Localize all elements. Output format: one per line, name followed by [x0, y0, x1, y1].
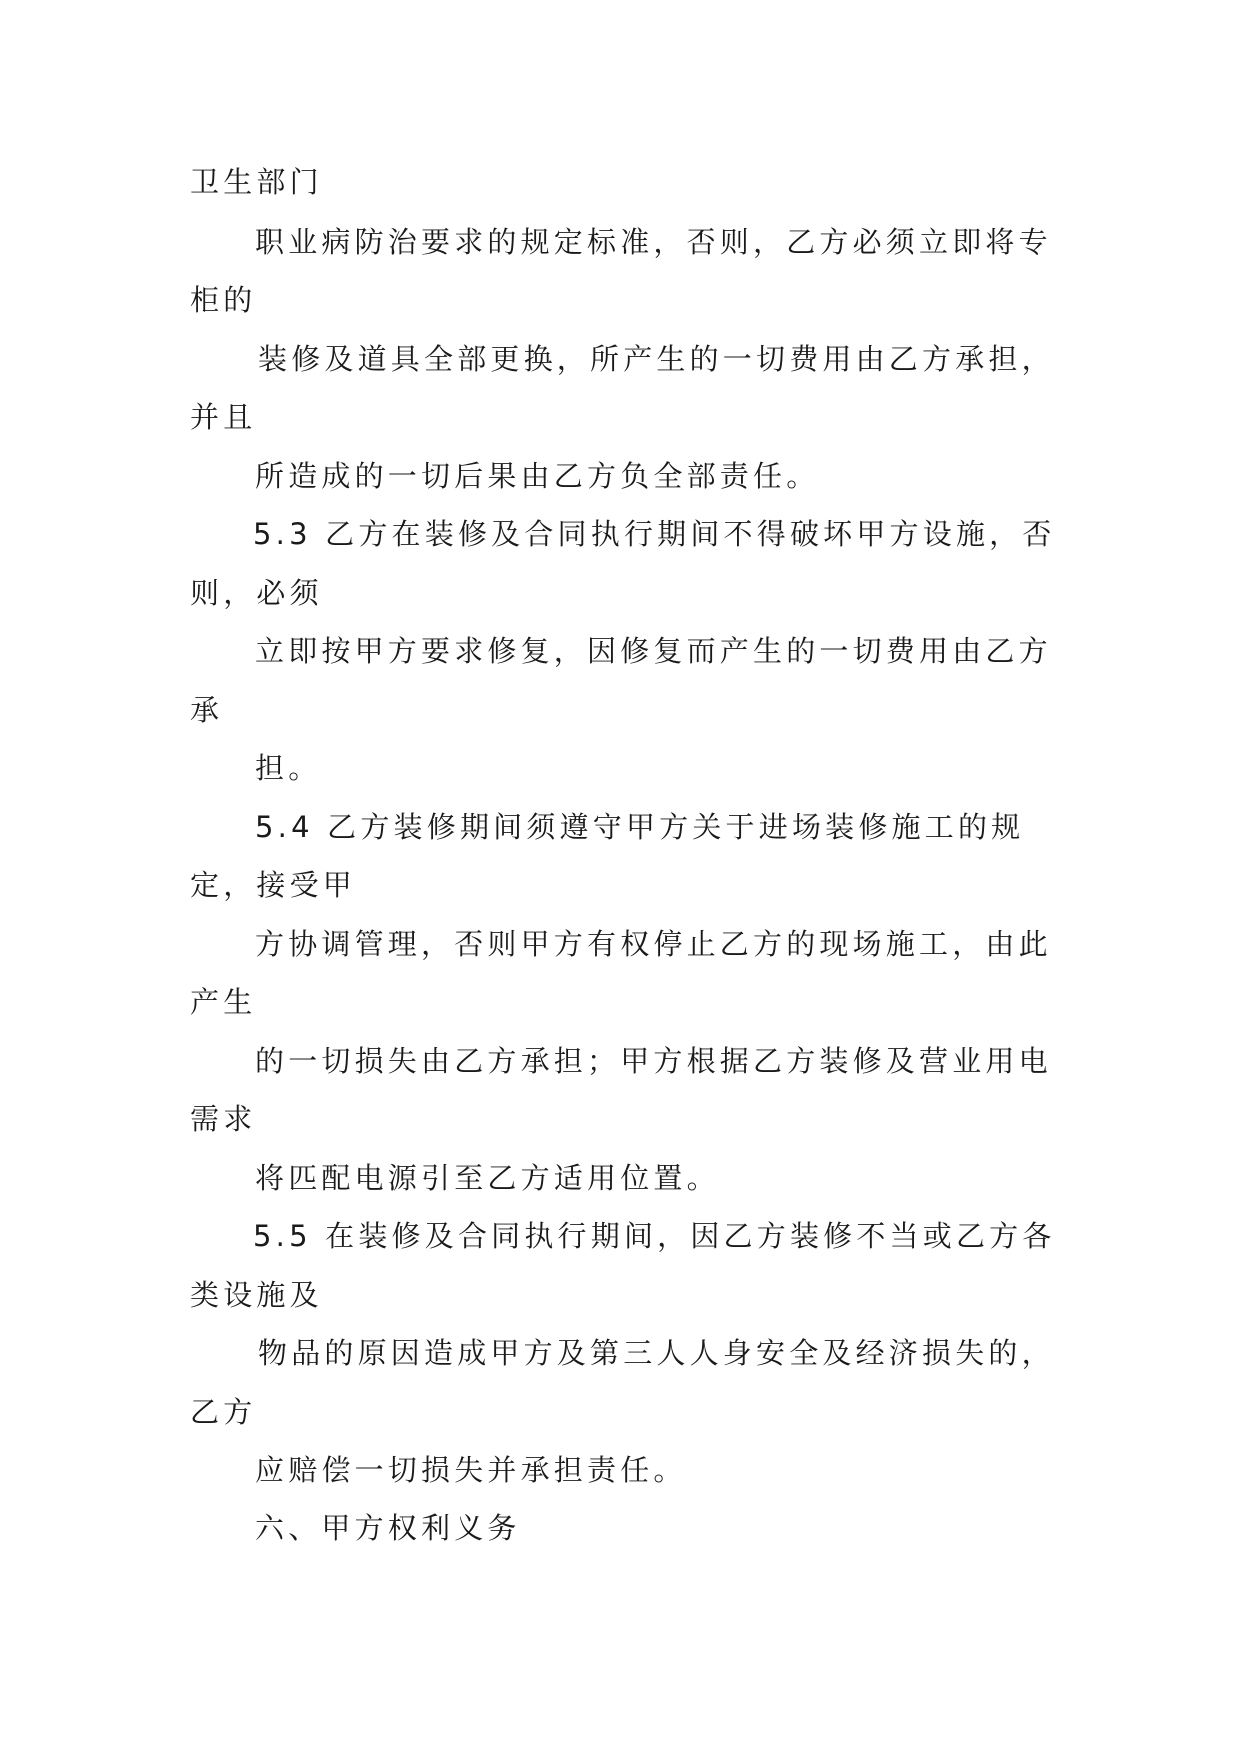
- text-line: 5.3 乙方在装修及合同执行期间不得破坏甲方设施，否: [253, 517, 1056, 551]
- text-line: 承: [190, 693, 224, 727]
- text-line: 的一切损失由乙方承担；甲方根据乙方装修及营业用电: [255, 1044, 1052, 1078]
- text-line: 装修及道具全部更换，所产生的一切费用由乙方承担，: [258, 342, 1055, 376]
- text-line: 将匹配电源引至乙方适用位置。: [255, 1161, 720, 1195]
- section-heading: 六、甲方权利义务: [255, 1511, 521, 1545]
- text-line: 5.4 乙方装修期间须遵守甲方关于进场装修施工的规: [255, 810, 1025, 844]
- text-line: 物品的原因造成甲方及第三人人身安全及经济损失的，: [258, 1336, 1055, 1370]
- text-line: 5.5 在装修及合同执行期间，因乙方装修不当或乙方各: [253, 1219, 1056, 1253]
- text-line: 乙方: [190, 1395, 257, 1429]
- text-line: 柜的: [190, 283, 257, 317]
- text-line: 职业病防治要求的规定标准，否则，乙方必须立即将专: [255, 225, 1052, 259]
- text-line: 卫生部门: [190, 165, 323, 199]
- text-line: 所造成的一切后果由乙方负全部责任。: [255, 459, 820, 493]
- text-line: 应赔偿一切损失并承担责任。: [255, 1453, 687, 1487]
- text-line: 立即按甲方要求修复，因修复而产生的一切费用由乙方: [255, 634, 1052, 668]
- text-line: 产生: [190, 985, 257, 1019]
- text-line: 定，接受甲: [190, 868, 357, 902]
- text-line: 方协调管理，否则甲方有权停止乙方的现场施工，由此: [255, 927, 1052, 961]
- text-line: 并且: [190, 400, 257, 434]
- text-line: 需求: [190, 1102, 257, 1136]
- text-line: 类设施及: [190, 1278, 323, 1312]
- text-line: 则，必须: [190, 576, 323, 610]
- text-line: 担。: [255, 751, 322, 785]
